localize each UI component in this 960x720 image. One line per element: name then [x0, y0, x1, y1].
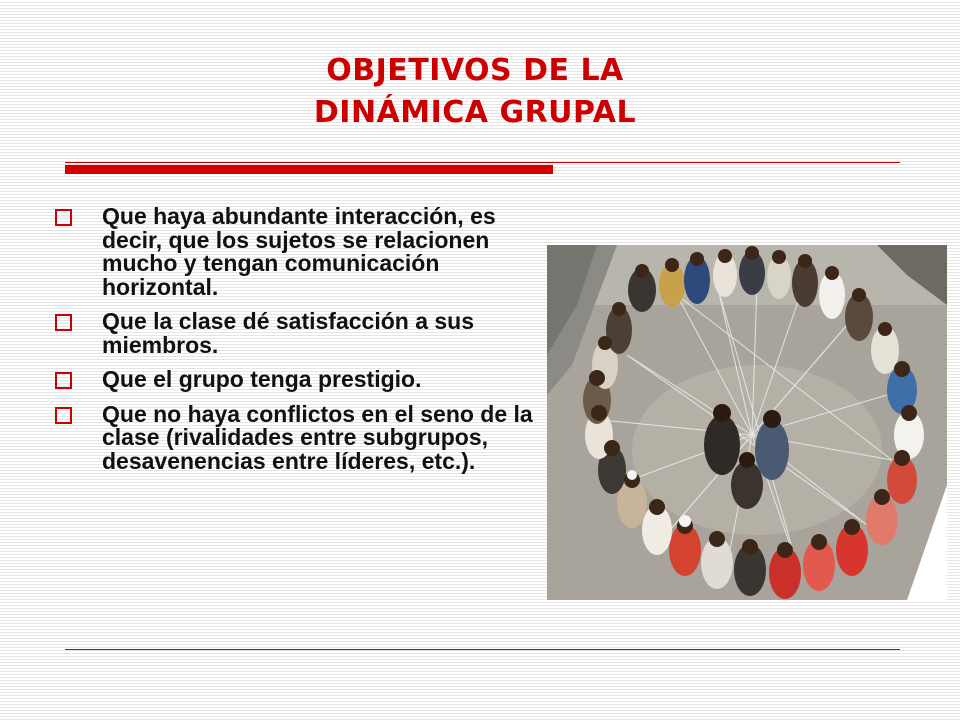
- hollow-square-bullet-icon: [55, 314, 72, 331]
- bullet-text: Que el grupo tenga prestigio.: [102, 366, 422, 392]
- hollow-square-bullet-icon: [55, 209, 72, 226]
- bullet-text: Que no haya conflictos en el seno de la clase (rivalidades entre subgrupos, desavenencias entre líderes, etc.).: [102, 400, 533, 474]
- slide-title: [250, 50, 700, 134]
- bullet-text: Que la clase dé satisfacción a sus miembros.: [102, 308, 475, 358]
- hollow-square-bullet-icon: [55, 407, 72, 424]
- slide-title-line-1: OBJETIVOS DE LA: [326, 53, 624, 88]
- bullet-item: [55, 310, 545, 357]
- bullet-item: [55, 368, 545, 392]
- bullet-text: Que haya abundante interacción, es decir, que los sujetos se relacionen mucho y tengan comunicación horizontal.: [102, 203, 496, 300]
- footer-divider: [65, 649, 900, 650]
- bullet-item: [55, 400, 545, 474]
- group-dynamics-photo: [547, 245, 947, 600]
- title-divider-thick: [65, 165, 553, 174]
- bullet-list: [55, 205, 545, 484]
- hollow-square-bullet-icon: [55, 372, 72, 389]
- bullet-item: [55, 205, 545, 299]
- slide-title-line-2: DINÁMICA GRUPAL: [313, 95, 637, 130]
- title-divider-thin: [65, 162, 900, 163]
